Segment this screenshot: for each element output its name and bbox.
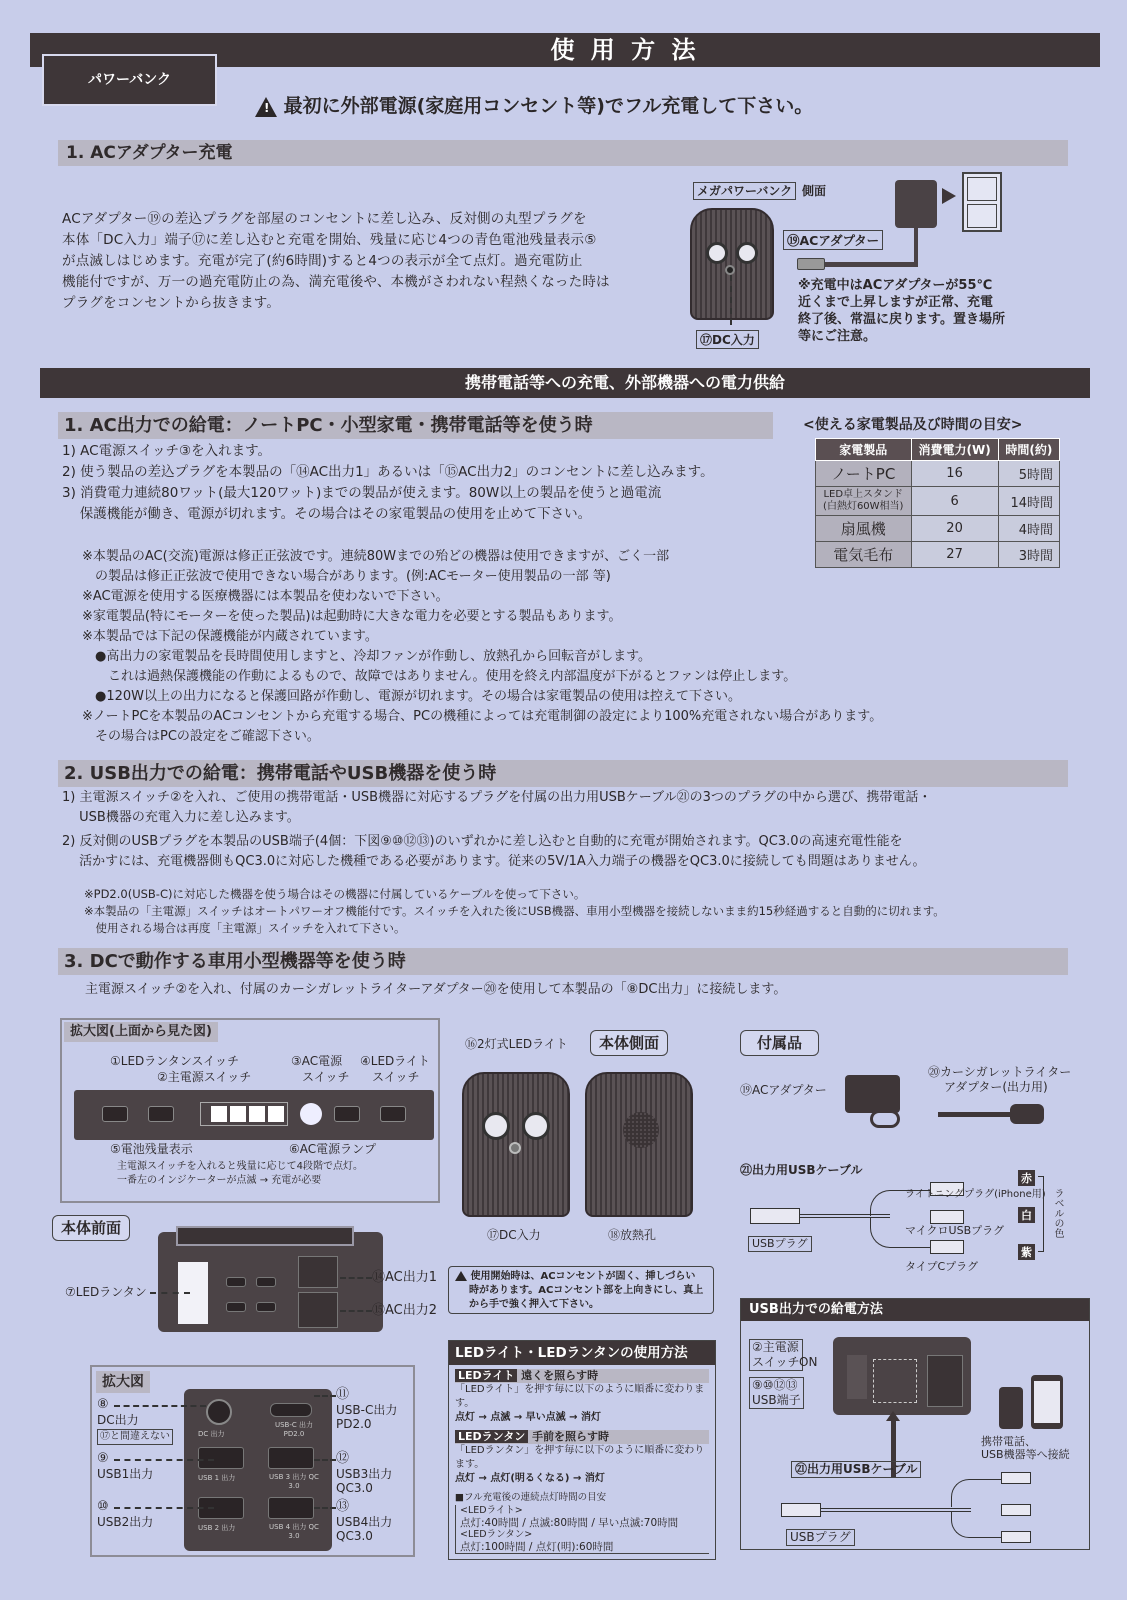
dc-input-side-label: ⑰DC入力 (487, 1228, 541, 1242)
side-view-right-illustration (585, 1072, 693, 1217)
front-view-title: 本体前面 (52, 1215, 130, 1241)
dc-output-port (206, 1399, 232, 1425)
usb-c-port (270, 1403, 312, 1417)
product-tab-label: パワーバンク (87, 72, 172, 88)
table-row: 電気毛布 27 3時間 (816, 542, 1060, 568)
car-adapter-label: ⑳カーシガレットライター アダプター(出力用) (928, 1065, 1072, 1094)
section-heading: 1. ACアダプター充電 (58, 140, 1068, 166)
phone-icon (999, 1387, 1023, 1429)
usb2-label: USB2出力 (97, 1515, 154, 1529)
usb-plug-callout: USBプラグ (786, 1529, 855, 1546)
ac-output-2-label: ⑮AC出力2 (372, 1303, 438, 1318)
label-color-caption: ラベルの色 (1052, 1188, 1063, 1238)
main-power-switch (148, 1106, 174, 1122)
led-lantern-label: ⑦LEDランタン (65, 1285, 147, 1299)
usb1-label: USB1出力 (97, 1467, 154, 1481)
device-side-illustration (690, 208, 774, 320)
table-row: LED卓上スタンド (白熱灯60W相当) 6 14時間 (816, 487, 1060, 516)
warning-icon: ! (255, 97, 277, 117)
top-view-panel: 拡大図(上面から見た図) ①LEDランタンスイッチ ②主電源スイッチ ③AC電源 スイッチ ④LEDライト スイッチ ⑤電池残量表示 ⑥AC電源ランプ 主電源スイッチを入れると残量に応じて4段階で点灯。 一番左のインジケーターが点滅 → 充電が必要 (60, 1018, 440, 1203)
usb-4-port (268, 1497, 314, 1519)
dc-output-label: DC出力 (97, 1413, 139, 1427)
led-lantern-switch (102, 1106, 128, 1122)
ac-lamp-label: ⑥AC電源ランプ (289, 1142, 377, 1156)
battery-indicator (200, 1102, 288, 1126)
side-view-title: 本体側面 (590, 1030, 668, 1056)
usb3-label: USB3出力 (336, 1467, 393, 1481)
top-view-title: 拡大図(上面から見た図) (64, 1022, 218, 1042)
section-heading: 2. USB出力での給電：携帯電話やUSB機器を使う時 (58, 760, 1068, 787)
usb-ports-callout: ⑨⑩⑫⑬ USB端子 (749, 1377, 804, 1409)
ac-charge-paragraph: ACアダプター⑲の差込プラグを部屋のコンセントに差し込み、反対側の丸型プラグを 本体「DC入力」端子⑰に差し込むと充電を開始、残量に応じ4つの青色電池残量表示⑤ が点滅しはじめます。充電が完了(約6時間)すると4つの表示が全て点灯。過充電防止 機能付ですが、万一の過充電防止の為、満充電後や、本機がさわれない程熱くなった時は プラグをコンセントから抜きます。 (62, 211, 610, 311)
wall-outlet (962, 172, 1002, 232)
label-purple: 紫 (1018, 1244, 1035, 1260)
table-row: 扇風機 20 4時間 (816, 516, 1060, 542)
usb-plug-label: USBプラグ (748, 1236, 812, 1252)
dc-input-label: ⑰DC入力 (696, 330, 759, 349)
table-row: ノートPC 16 5時間 (816, 461, 1060, 487)
top-panel-illustration (74, 1090, 434, 1140)
ac-adapter-illustration (845, 1075, 900, 1113)
led-lantern-tag: LEDランタン (455, 1430, 528, 1443)
table-header: 家電製品 消費電力(W) 時間(約) (816, 439, 1060, 461)
dc-output-warning: ⑰と間違えない (97, 1429, 173, 1445)
usb-output-steps: 1) 主電源スイッチ②を入れ、ご使用の携帯電話・USB機器に対応するプラグを付属の出力用USBケーブル㉑の3つのプラグの中から選び、携帯電話・ USB機器の充電入力に差し込みます。 2) 反対側のUSBプラグを本製品のUSB端子(4個：下図⑨⑩⑫⑬)のいずれかに差し込むと自動的に充電が開始されます。QC3.0の高速充電性能を 活かすには、充電機器側もQC3.0に対応した機種である必要があります。従来の5V/1A入力端子の機器をQC3.0に接続しても問題はありません。 (62, 790, 932, 869)
usb-method-title: USB出力での給電方法 (741, 1299, 1089, 1321)
ac-adapter-label: ⑲ACアダプター (740, 1083, 827, 1097)
ac-output-notes: ※本製品のAC(交流)電源は修正正弦波です。連続80Wまでの殆どの機器は使用できますが、ごく一部 の製品は修正正弦波で使用できない場合があります。(例:ACモーター使用製品の一部 等) ※AC電源を使用する医療機器には本製品を使わないで下さい。 ※家電製品(特にモーターを使った製品)は起動時に大きな電力を必要とする製品もあります。 ※本製品では下記の保護機能が内蔵されています。 ●高出力の家電製品を長時間使用しますと、冷却ファンが作動し、放熱孔から回転音がします。 これは過熱保護機能の作動によるもので、故障ではありません。使用を終え内部温度が下がるとファンは停止します。 ●120W以上の出力になると保護回路が作動し、電源が切れます。その場合は家電製品の使用は控えて下さい。 ※ノートPCを本製品のACコンセントから充電する場合、PCの機種によっては充電制御の設定により100%充電されない場合があります。 その場合はPCの設定をご確認下さい。 (82, 549, 883, 744)
led-lantern-switch-label: ①LEDランタンスイッチ (110, 1054, 239, 1068)
warning-icon (455, 1271, 467, 1281)
usb-1-port (198, 1447, 244, 1469)
on-label: ON (799, 1355, 818, 1369)
usb-cable-callout: ㉑出力用USBケーブル (791, 1461, 921, 1478)
led-light-sequence: 点灯 → 点滅 → 早い点滅 → 消灯 (455, 1412, 602, 1423)
main-switch-callout: ②主電源 スイッチ (749, 1339, 803, 1371)
main-power-switch-label: ②主電源スイッチ (157, 1070, 252, 1084)
product-tab (42, 54, 217, 106)
led-light-switch (380, 1106, 406, 1122)
page-title: 使 用 方 法 (550, 36, 700, 64)
vent-holes (623, 1112, 659, 1148)
front-view-illustration (158, 1232, 383, 1332)
led-lantern-sequence: 点灯 → 点灯(明るくなる) → 消灯 (455, 1473, 605, 1484)
charge-warning: ! 最初に外部電源(家庭用コンセント等)でフル充電して下さい。 (255, 92, 813, 120)
usb-method-panel (740, 1298, 1090, 1550)
charge-figure (690, 180, 1070, 355)
side-view-left-illustration (462, 1072, 570, 1217)
device-label: メガパワーバンク (693, 182, 796, 200)
vent-label: ⑱放熱孔 (608, 1228, 657, 1242)
usb-output-notes: ※PD2.0(USB-C)に対応した機器を使う場合はその機器に付属しているケーブルを使って下さい。 ※本製品の「主電源」スイッチはオートパワーオフ機能付です。スイッチを入れた後にUSB機器、車用小型機器を接続しないまま約15秒経過すると自動的に切れます。 使用される場合は再度「主電源」スイッチを入れて下さい。 (84, 887, 945, 935)
lightning-plug-label: ライトニングプラグ(iPhone用) (905, 1189, 1046, 1200)
ac-output-steps: 1) AC電源スイッチ③を入れます。 2) 使う製品の差込プラグを本製品の「⑭AC出力1」あるいは「⑮AC出力2」のコンセントに差し込みます。 3) 消費電力連続80ワット(最大120ワット)までの製品が使えます。80W以上の製品を使うと過電流 保護機能が働き、電源が切れます。その場合はその家電製品の使用を止めて下さい。 (62, 443, 714, 522)
zoom-view-panel: 拡大図 DC 出力 USB-C 出力 PD2.0 USB 1 出力 USB 3 出力 QC 3.0 USB 2 出力 USB 4 出力 QC 3.0 ⑧ DC出力 ⑰と間違えない ⑨ USB1出力 ⑩ USB2出力 ⑪ USB-C出力 PD2.0 ⑫ USB3出力 QC3.0 ⑬ USB4出力 QC3.0 (90, 1365, 415, 1557)
usb-3-port (268, 1447, 314, 1469)
adapter-label: ⑲ACアダプター (783, 230, 883, 250)
label-white: 白 (1018, 1207, 1035, 1223)
ac-output-1-label: ⑭AC出力1 (372, 1270, 438, 1285)
led-usage-panel: LEDライト・LEDランタンの使用方法 LEDライト 遠くを照らす時 「LEDライト」を押す毎に以下のように順番に変わります。 点灯 → 点滅 → 早い点滅 → 消灯 LEDランタン 手前を照らす時 「LEDランタン」を押す毎に以下のように順番に変わります。 点灯 → 点灯(明るくなる) → 消灯 ■フル充電後の連続点灯時間の目安 <LEDライト> 点灯:40時間 / 点滅:80時間 / 早い点滅:70時間 <LEDランタン> 点灯:100時間 / 点灯(明):60時間 (448, 1340, 716, 1560)
usb-method-device-illustration (833, 1337, 971, 1415)
battery-indicator-label: ⑤電池残量表示 (110, 1142, 193, 1156)
dc-output-text: 主電源スイッチ②を入れ、付属のカーシガレットライターアダプター⑳を使用して本製品の「⑧DC出力」に接続します。 (85, 982, 787, 997)
usb4-label: USB4出力 (336, 1515, 393, 1529)
usb-cable-label: ㉑出力用USBケーブル (740, 1163, 863, 1177)
outlet-warning-box: 使用開始時は、ACコンセントが固く、挿しづらい 時があります。ACコンセント部を上向きにし、真上 から手で強く押入て下さい。 (448, 1266, 714, 1314)
led-light-tag: LEDライト (455, 1369, 517, 1382)
ac-outlet-1 (298, 1256, 338, 1288)
smartphone-icon (1031, 1375, 1063, 1429)
adapter-heat-note: ※充電中はACアダプターが55℃ 近くまで上昇しますが正常、充電 終了後、常温に戻ります。置き場所 等にご注意。 (798, 278, 1005, 344)
arrow-right-icon (942, 188, 956, 204)
led-usage-title: LEDライト・LEDランタンの使用方法 (449, 1341, 715, 1365)
accessories-title: 付属品 (740, 1030, 819, 1056)
ac-outlet-2 (298, 1292, 338, 1328)
led-light-label: ⑯2灯式LEDライト (465, 1037, 568, 1051)
phones-label: 携帯電話、 USB機器等へ接続 (981, 1435, 1070, 1461)
section-heading: 1. AC出力での給電：ノートPC・小型家電・携帯電話等を使う時 (58, 412, 773, 439)
adapter-illustration (895, 180, 937, 228)
led-light-runtime: 点灯:40時間 / 点滅:80時間 / 早い点滅:70時間 (460, 1517, 679, 1529)
ac-power-lamp (300, 1103, 322, 1125)
section-heading: 3. DCで動作する車用小型機器等を使う時 (58, 948, 1068, 975)
led-lantern-runtime: 点灯:100時間 / 点灯(明):60時間 (460, 1541, 614, 1553)
usbc-label: USB-C出力 (336, 1403, 398, 1417)
type-c-plug-label: タイプCプラグ (905, 1260, 979, 1273)
label-red: 赤 (1018, 1170, 1035, 1186)
ac-power-switch (334, 1106, 360, 1122)
port-panel-illustration: DC 出力 USB-C 出力 PD2.0 USB 1 出力 USB 3 出力 QC 3.0 USB 2 出力 USB 4 出力 QC 3.0 (184, 1389, 332, 1551)
side-label: 側面 (802, 184, 827, 198)
section-bar: 携帯電話等への充電、外部機器への電力供給 (40, 368, 1090, 398)
micro-usb-plug-label: マイクロUSBプラグ (905, 1224, 1005, 1237)
appliance-table-caption: <使える家電製品及び時間の目安> (803, 417, 1023, 433)
zoom-view-title: 拡大図 (96, 1371, 150, 1393)
